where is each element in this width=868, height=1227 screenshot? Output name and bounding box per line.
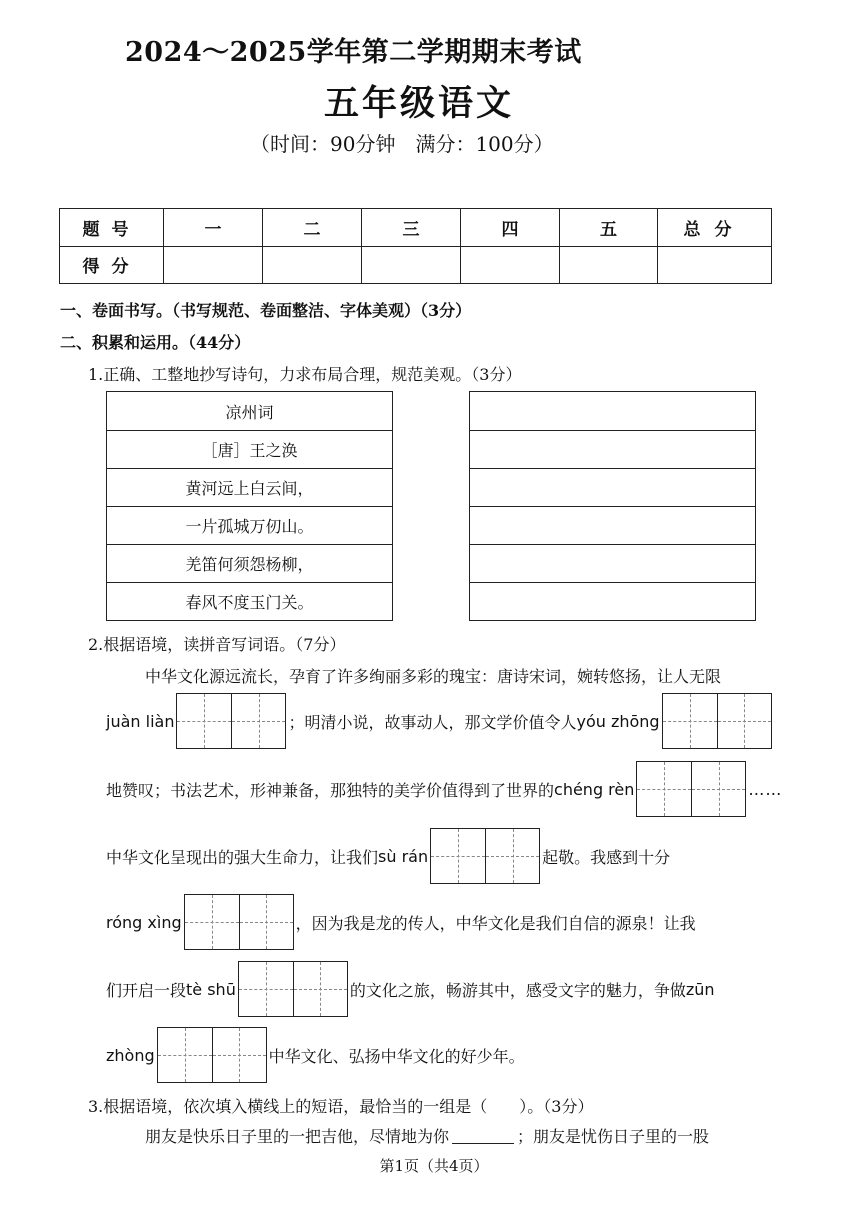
exam-title-subject: 五年级语文	[324, 83, 515, 124]
question-3-prompt: 3.根据语境，依次填入横线上的短语，最恰当的一组是（ ）。（3分）	[88, 1097, 594, 1116]
score-cell-4[interactable]	[461, 246, 560, 284]
column-4: 四	[461, 209, 560, 247]
passage-text: 中华文化源远流长，孕育了许多绚丽多彩的瑰宝：唐诗宋词，婉转悠扬，让人无限	[145, 666, 722, 686]
section-1-heading: 一、卷面书写。（书写规范、卷面整洁、字体美观）（3分）	[60, 301, 472, 320]
passage-line-3	[106, 761, 782, 817]
answer-box-rongxing[interactable]	[184, 894, 294, 950]
pinyin-juanlian: juàn liàn	[106, 711, 175, 731]
poem-line-3: 羌笛何须怨杨柳，	[107, 544, 392, 582]
copy-row[interactable]	[470, 430, 755, 468]
column-2: 二	[263, 209, 362, 247]
score-label: 得分	[60, 246, 164, 284]
pinyin-teshu: tè shū	[186, 979, 236, 999]
score-cell-5[interactable]	[560, 246, 658, 284]
answer-box-chengren[interactable]	[636, 761, 746, 817]
passage-text: ；明清小说，故事动人，那文学价值令人	[288, 712, 577, 732]
passage-text: ；朋友是忧伤日子里的一股	[517, 1126, 710, 1146]
page-number: 第1页（共4页）	[379, 1157, 489, 1175]
pinyin-zun: zūn	[685, 979, 715, 999]
exam-info: （时间：90分钟 满分：100分）	[250, 132, 554, 156]
poem-line-2: 一片孤城万仞山。	[107, 506, 392, 544]
answer-box-suran[interactable]	[430, 828, 540, 884]
exam-title-year: 2024～2025学年第二学期期末考试	[125, 37, 582, 68]
score-table-header-row	[60, 209, 772, 247]
pinyin-zhong: zhòng	[106, 1045, 155, 1065]
score-table	[59, 208, 772, 284]
passage-text: 中华文化、弘扬中华文化的好少年。	[268, 1046, 525, 1066]
passage-text: 起敬。我感到十分	[542, 847, 671, 867]
answer-box-juanlian[interactable]	[176, 693, 286, 749]
ellipsis: ……	[748, 779, 783, 799]
column-total: 总分	[658, 209, 772, 247]
passage-text: 们开启一段	[106, 980, 187, 1000]
copy-row[interactable]	[470, 468, 755, 506]
passage-line-4	[106, 828, 670, 884]
fill-blank[interactable]	[452, 1126, 514, 1144]
passage-text: 中华文化呈现出的强大生命力，让我们	[106, 847, 379, 867]
pinyin-youzhong: yóu zhōng	[576, 711, 660, 731]
answer-box-youzhong[interactable]	[662, 693, 772, 749]
question-2-prompt: 2.根据语境，读拼音写词语。（7分）	[88, 635, 346, 654]
copy-row[interactable]	[470, 582, 755, 620]
poem-title: 凉州词	[225, 402, 274, 422]
section-2-heading: 二、积累和运用。（44分）	[60, 333, 251, 352]
poem-copy-table	[469, 391, 756, 621]
poem-author: ［唐］王之涣	[107, 430, 392, 468]
column-5: 五	[560, 209, 658, 247]
score-cell-total[interactable]	[658, 246, 772, 284]
score-cell-2[interactable]	[263, 246, 362, 284]
answer-box-teshu[interactable]	[238, 961, 348, 1017]
passage-line-2	[106, 693, 774, 749]
column-1: 一	[164, 209, 263, 247]
passage-line-1	[145, 664, 721, 686]
copy-row[interactable]	[470, 392, 755, 430]
passage-text: 的文化之旅，畅游其中，感受文字的魅力，争做	[349, 980, 686, 1000]
poem-line-1: 黄河远上白云间，	[107, 468, 392, 506]
passage-text: ，因为我是龙的传人，中华文化是我们自信的源泉！让我	[295, 913, 696, 933]
score-cell-3[interactable]	[362, 246, 461, 284]
pinyin-rongxing: róng xìng	[106, 912, 182, 932]
answer-box-zunzhong[interactable]	[157, 1027, 267, 1083]
passage-line-5	[106, 894, 696, 950]
pinyin-suran: sù rán	[378, 846, 429, 866]
pinyin-chengren: chéng rèn	[554, 779, 635, 799]
question-number-label: 题号	[60, 209, 164, 247]
column-3: 三	[362, 209, 461, 247]
passage-text: 地赞叹；书法艺术，形神兼备，那独特的美学价值得到了世界的	[106, 780, 555, 800]
poem-line-4: 春风不度玉门关。	[107, 582, 392, 620]
copy-row[interactable]	[470, 506, 755, 544]
score-table-score-row	[60, 246, 772, 284]
passage-line-6	[106, 961, 715, 1017]
passage-text: 朋友是快乐日子里的一把吉他，尽情地为你	[145, 1126, 450, 1146]
passage-line-7	[106, 1027, 525, 1083]
question-1-prompt: 1.正确、工整地抄写诗句，力求布局合理，规范美观。（3分）	[88, 365, 522, 384]
score-cell-1[interactable]	[164, 246, 263, 284]
poem-source-table	[106, 391, 393, 621]
copy-row[interactable]	[470, 544, 755, 582]
question-3-line-1	[145, 1124, 709, 1146]
